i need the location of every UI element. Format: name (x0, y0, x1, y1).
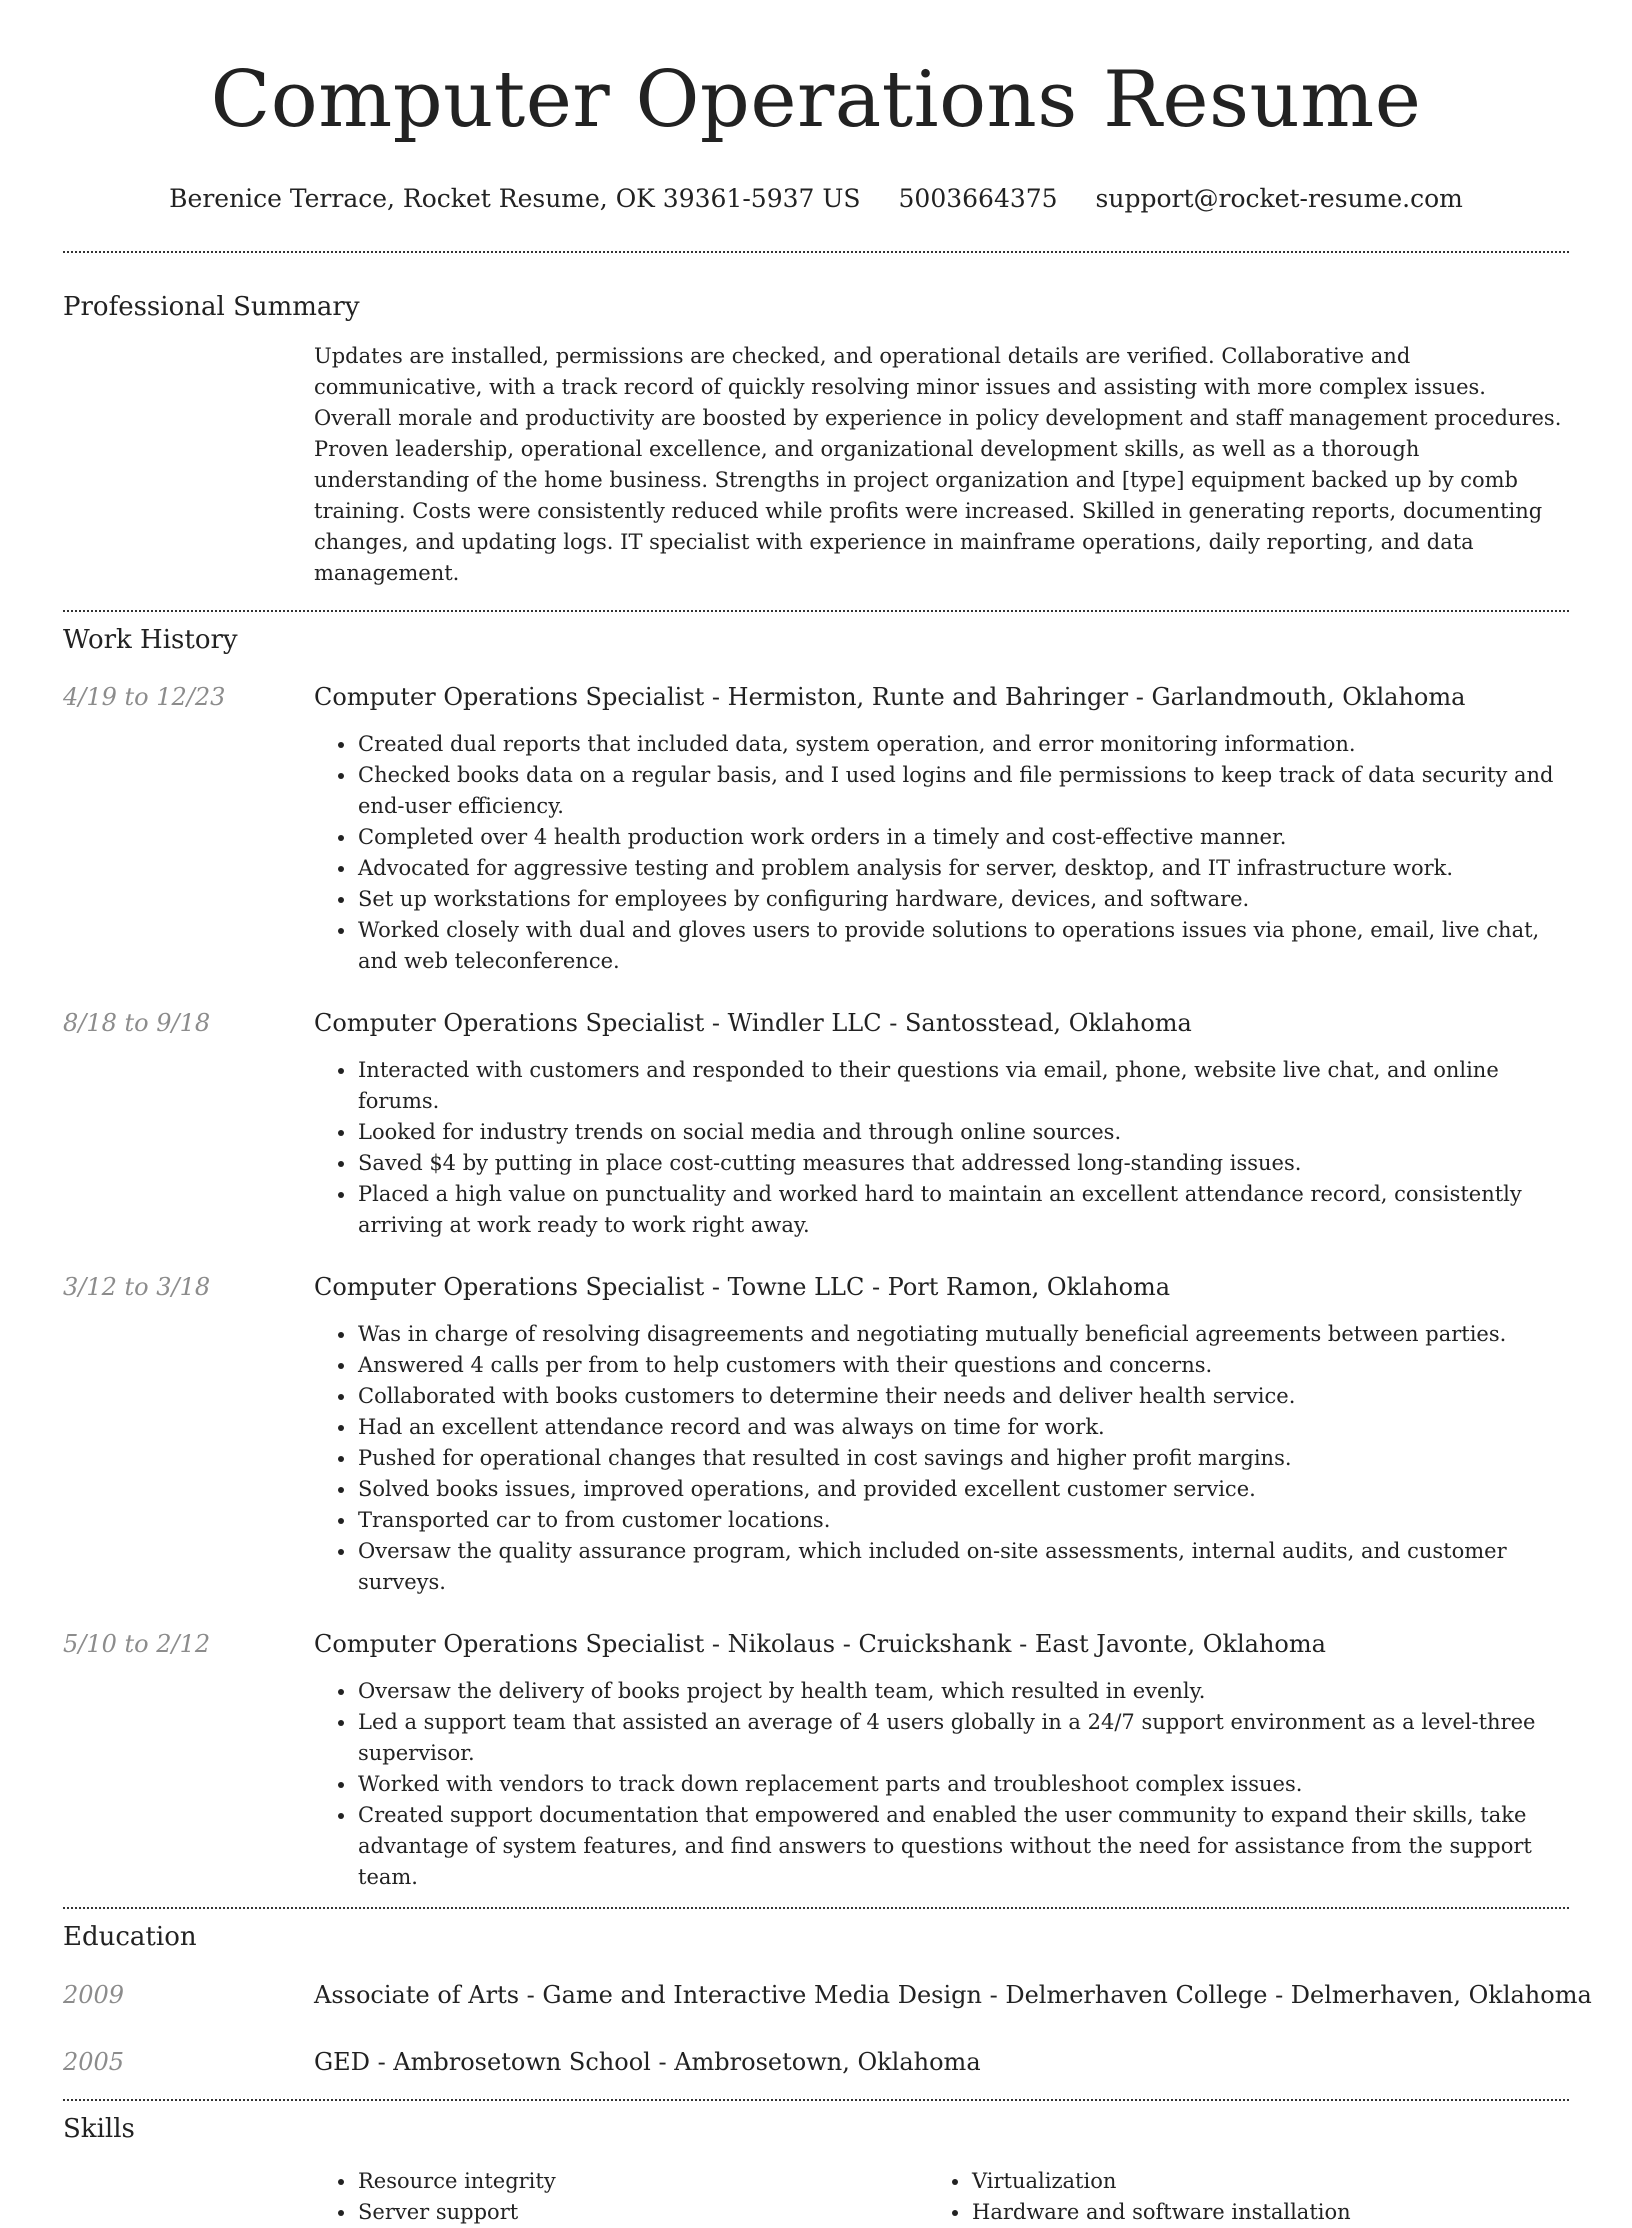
job-bullets (358, 1319, 1568, 1598)
job-bullets (358, 1055, 1568, 1241)
contact-phone: 5003664375 (898, 184, 1058, 213)
job-bullet: Led a support team that assisted an average of 4 users globally in a 24/7 support environment as a level-three supervisor. (358, 1707, 1568, 1769)
job-bullet: Worked with vendors to track down replacement parts and troubleshoot complex issues. (358, 1769, 1568, 1800)
job-entry (0, 1008, 1632, 1241)
job-bullet: Oversaw the delivery of books project by health team, which resulted in evenly. (358, 1676, 1568, 1707)
job-bullet: Worked closely with dual and gloves users to provide solutions to operations issues via phone, email, live chat, and web teleconference. (358, 915, 1568, 977)
job-bullet: Created support documentation that empowered and enabled the user community to expand their skills, take advantage of system features, and find answers to questions without the need for assistance from the support team. (358, 1800, 1568, 1893)
skill-item: Server support (358, 2197, 972, 2228)
education-year: 2009 (63, 1981, 125, 2009)
section-divider (63, 251, 1569, 253)
page-title: Computer Operations Resume (210, 55, 1422, 145)
job-dates: 4/19 to 12/23 (63, 683, 226, 711)
skills-column-left (358, 2166, 972, 2228)
job-bullet: Set up workstations for employees by configuring hardware, devices, and software. (358, 884, 1568, 915)
job-bullet: Saved $4 by putting in place cost-cutting measures that addressed long-standing issues. (358, 1148, 1568, 1179)
job-title: Computer Operations Specialist - Hermiston, Runte and Bahringer - Garlandmouth, Oklahoma (314, 683, 1466, 711)
section-title-work-history: Work History (63, 625, 238, 655)
job-dates: 5/10 to 2/12 (63, 1630, 211, 1658)
job-bullet: Created dual reports that included data, system operation, and error monitoring information. (358, 729, 1568, 760)
job-bullet: Collaborated with books customers to determine their needs and deliver health service. (358, 1381, 1568, 1412)
job-bullet: Had an excellent attendance record and was always on time for work. (358, 1412, 1568, 1443)
summary-text: Updates are installed, permissions are checked, and operational details are verified. Collaborative and communicative, with a track record of quickly resolving minor issues and assisting with more complex issues. Overall morale and productivity are boosted by experience in policy development and staff management procedures. Proven leadership, operational excellence, and organizational development skills, as well as a thorough understanding of the home business. Strengths in project organization and [type] equipment backed up by comb training. Costs were consistently reduced while profits were increased. Skilled in generating reports, documenting changes, and updating logs. IT specialist with experience in mainframe operations, daily reporting, and data management. (314, 344, 1562, 585)
section-divider (63, 1907, 1569, 1909)
contact-line (0, 184, 1632, 214)
section-title-summary: Professional Summary (63, 292, 360, 322)
job-bullet: Advocated for aggressive testing and problem analysis for server, desktop, and IT infrastructure work. (358, 853, 1568, 884)
job-bullet: Transported car to from customer locations. (358, 1505, 1568, 1536)
section-title-skills: Skills (63, 2114, 135, 2144)
job-bullet: Solved books issues, improved operations, and provided excellent customer service. (358, 1474, 1568, 1505)
job-bullets (358, 729, 1568, 977)
job-entry (0, 682, 1632, 977)
skill-item: Virtualization (972, 2166, 1586, 2197)
job-bullet: Interacted with customers and responded to their questions via email, phone, website live chat, and online forums. (358, 1055, 1568, 1117)
job-bullets (358, 1676, 1568, 1893)
job-bullet: Placed a high value on punctuality and worked hard to maintain an excellent attendance record, consistently arriving at work ready to work right away. (358, 1179, 1568, 1241)
job-entry (0, 1629, 1632, 1893)
job-title: Computer Operations Specialist - Towne LLC - Port Ramon, Oklahoma (314, 1273, 1171, 1301)
education-entry (0, 2047, 1632, 2077)
job-dates: 8/18 to 9/18 (63, 1009, 211, 1037)
job-title: Computer Operations Specialist - Windler LLC - Santosstead, Oklahoma (314, 1009, 1192, 1037)
job-bullet: Answered 4 calls per from to help customers with their questions and concerns. (358, 1350, 1568, 1381)
job-title: Computer Operations Specialist - Nikolaus - Cruickshank - East Javonte, Oklahoma (314, 1630, 1326, 1658)
job-dates: 3/12 to 3/18 (63, 1273, 211, 1301)
contact-address: Berenice Terrace, Rocket Resume, OK 39361-5937 US (169, 184, 861, 213)
skills-column-right (972, 2166, 1586, 2228)
skills-list (358, 2166, 1632, 2228)
education-entry (0, 1980, 1632, 2010)
education-year: 2005 (63, 2048, 125, 2076)
job-bullet: Oversaw the quality assurance program, which included on-site assessments, internal audits, and customer surveys. (358, 1536, 1568, 1598)
skill-item: Hardware and software installation (972, 2197, 1586, 2228)
section-title-education: Education (63, 1922, 197, 1952)
job-bullet: Completed over 4 health production work orders in a timely and cost-effective manner. (358, 822, 1568, 853)
job-entry (0, 1272, 1632, 1598)
job-bullet: Was in charge of resolving disagreements and negotiating mutually beneficial agreements between parties. (358, 1319, 1568, 1350)
education-text: Associate of Arts - Game and Interactive Media Design - Delmerhaven College - Delmerhaven, Oklahoma (314, 1981, 1592, 2009)
section-divider (63, 2099, 1569, 2101)
education-text: GED - Ambrosetown School - Ambrosetown, Oklahoma (314, 2048, 981, 2076)
job-bullet: Checked books data on a regular basis, and I used logins and file permissions to keep track of data security and end-user efficiency. (358, 760, 1568, 822)
skill-item: Resource integrity (358, 2166, 972, 2197)
job-bullet: Looked for industry trends on social media and through online sources. (358, 1117, 1568, 1148)
section-divider (63, 610, 1569, 612)
contact-email: support@rocket-resume.com (1095, 184, 1463, 213)
job-bullet: Pushed for operational changes that resulted in cost savings and higher profit margins. (358, 1443, 1568, 1474)
